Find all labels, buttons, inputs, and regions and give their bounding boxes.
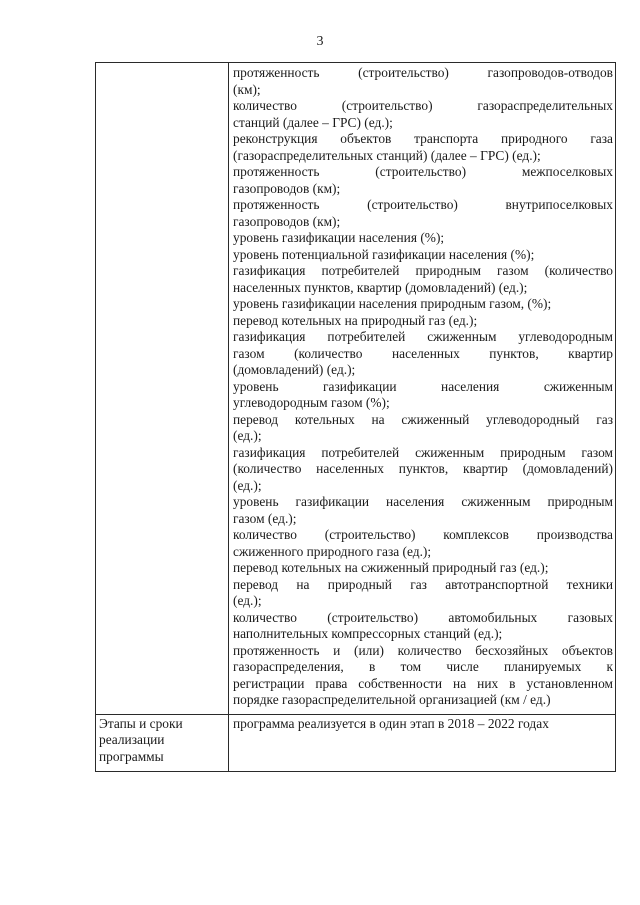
indicator-line: (км);	[233, 81, 261, 97]
stages-content-cell	[229, 714, 616, 772]
indicator-line: газом (количество населенных пунктов, квартир	[233, 345, 613, 361]
indicator-line: уровень газификации населения природным газом, (%);	[233, 296, 552, 311]
indicator-line: количество (строительство) комплексов производства	[233, 527, 613, 542]
indicator-line: перевод котельных на сжиженный углеводородный газ	[233, 411, 613, 427]
indicator-line: перевод котельных на природный газ (ед.);	[233, 312, 478, 328]
stages-label-line: Этапы и сроки	[99, 715, 183, 731]
stages-row	[96, 714, 616, 772]
indicator-line: газопроводов (км);	[233, 180, 341, 196]
indicator-line: углеводородным газом (%);	[233, 395, 390, 410]
indicator-line: количество (строительство) газораспределительных	[233, 98, 613, 113]
indicator-line: сжиженного природного газа (ед.);	[233, 543, 432, 559]
indicator-line: порядке газораспределительной организацией (км / ед.)	[233, 692, 551, 707]
indicator-line: реконструкция объектов транспорта природного газа	[233, 131, 613, 146]
indicators-row	[96, 63, 616, 715]
indicator-line: станций (далее – ГРС) (ед.);	[233, 114, 393, 130]
stages-label-cell	[96, 714, 229, 772]
indicator-line: уровень газификации населения (%);	[233, 230, 445, 245]
stages-label-line: реализации	[99, 732, 165, 747]
indicator-line: газификация потребителей сжиженным природным газом	[233, 444, 613, 460]
indicator-line: (ед.);	[233, 593, 262, 608]
indicators-content-cell	[229, 63, 616, 715]
indicator-line: наполнительных компрессорных станций (ед.);	[233, 626, 503, 641]
indicator-line: газификация потребителей природным газом (количество	[233, 263, 613, 278]
indicator-line: газораспределения, в том числе планируемых к	[233, 659, 613, 674]
indicator-line: газом (ед.);	[233, 510, 297, 526]
indicator-line: газопроводов (км);	[233, 213, 341, 229]
indicator-line: протяженность (строительство) внутрипоселковых	[233, 197, 613, 212]
indicator-line: (газораспределительных станций) (далее – ГРС) (ед.);	[233, 147, 541, 163]
indicator-line: протяженность (строительство) межпоселковых	[233, 164, 613, 179]
stages-label-line: программы	[99, 748, 164, 764]
indicator-line: протяженность и (или) количество бесхозяйных объектов	[233, 642, 613, 658]
stages-value: программа реализуется в один этап в 2018 – 2022 годах	[233, 715, 549, 731]
program-passport-table	[95, 62, 616, 772]
indicator-line: протяженность (строительство) газопроводов-отводов	[233, 65, 613, 80]
indicator-line: (количество населенных пунктов, квартир (домовладений)	[233, 461, 613, 476]
indicator-line: (ед.);	[233, 477, 262, 493]
indicator-line: перевод на природный газ автотранспортной техники	[233, 576, 613, 592]
indicator-line: населенных пунктов, квартир (домовладений) (ед.);	[233, 279, 528, 295]
indicator-line: (ед.);	[233, 428, 262, 443]
indicator-line: газификация потребителей сжиженным углеводородным	[233, 329, 613, 344]
indicator-line: (домовладений) (ед.);	[233, 362, 356, 377]
indicator-line: уровень газификации населения сжиженным	[233, 378, 613, 394]
indicators-label-cell	[96, 63, 229, 715]
indicator-line: уровень потенциальной газификации населения (%);	[233, 246, 535, 262]
indicator-line: перевод котельных на сжиженный природный газ (ед.);	[233, 560, 549, 575]
indicator-line: уровень газификации населения сжиженным природным	[233, 494, 613, 509]
indicator-line: регистрации права собственности на них в установленном	[233, 675, 613, 691]
indicator-list	[229, 63, 615, 714]
page-number: 3	[316, 34, 324, 49]
indicator-line: количество (строительство) автомобильных газовых	[233, 609, 613, 625]
stages-label	[96, 715, 228, 772]
